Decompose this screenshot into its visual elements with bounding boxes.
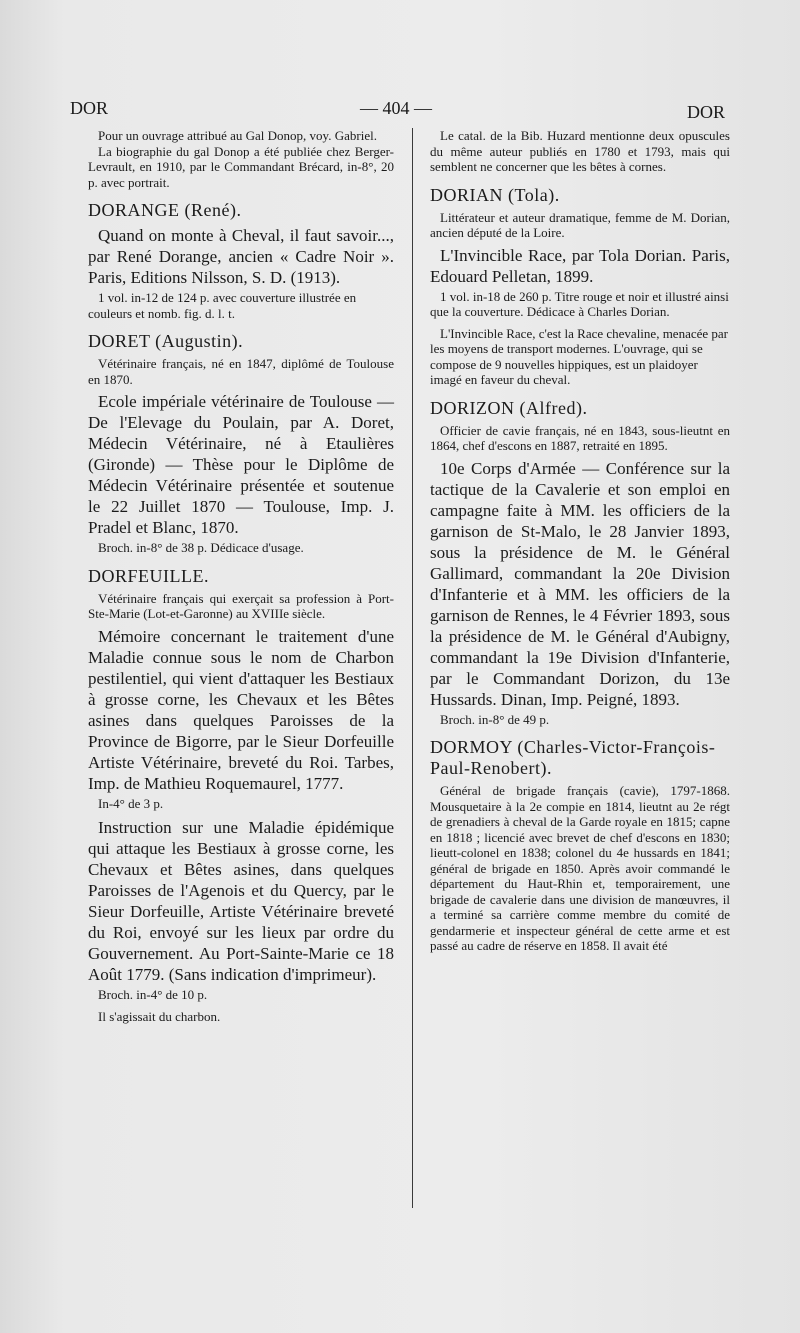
right-column-note-2: Littérateur et auteur dramatique, femme de M. Dorian, ancien député de la Loire. — [430, 209, 730, 240]
left-column-coll-14: Broch. in-4° de 10 p. — [98, 987, 208, 1002]
running-header — [70, 98, 725, 124]
left-column-note-0: Pour un ouvrage attribué au Gal Donop, voy. Gabriel. — [98, 128, 377, 143]
right-column-note-11: Général de brigade français (cavie), 1797-1868. Mousquetaire à la 2e compie en 1814, lieutnt au 2e régt de grenadiers à cheval de la Garde royale en 1815; capne en 1818 ; licencié avec brevet de chef d'escons en 1830; lieutt-colonel en 1838; colonel du 4e hussards en 1841; général de brigade en 1850. Après avoir commandé le département du Haut-Rhin et, temporairement, une brigade de cavalerie dans une division de manœuvres, il a terminé sa carrière comme membre du comité de gendarmerie et inspecteur général de cette arme et est passé au cadre de réserve en 1858. Il avait été — [430, 783, 730, 953]
right-column-coll-4: 1 vol. in-18 de 260 p. Titre rouge et noir et illustré ainsi que la couverture. Dédicace à Charles Dorian. — [430, 288, 729, 319]
right-column-coll-5: L'Invincible Race, c'est la Race chevaline, menacée par les moyens de transport modernes. L'ouvrage, qui se compose de 9 nouvelles hippiques, est un plaidoyer imagé en faveur du cheval. — [430, 325, 728, 387]
header-right: DOR — [686, 102, 725, 122]
left-column-title-5: DORET (Augustin). — [88, 331, 244, 351]
right-column-title-10: DORMOY (Charles-Victor-François-Paul-Renobert). — [430, 737, 716, 778]
left-column-coll-8: Broch. in-8° de 38 p. Dédicace d'usage. — [98, 540, 304, 555]
right-column-title-1: DORIAN (Tola). — [430, 184, 560, 205]
right-column-title-6: DORIZON (Alfred). — [430, 397, 588, 418]
right-column-coll-9: Broch. in-8° de 49 p. — [440, 711, 550, 727]
column-divider — [412, 128, 413, 1208]
left-column-coll-4: 1 vol. in-12 de 124 p. avec couverture illustrée en couleurs et nomb. fig. d. l. t. — [88, 290, 357, 321]
left-column-work-3: Quand on monte à Cheval, il faut savoir..., par René Dorange, ancien « Cadre Noir ». Paris, Editions Nilsson, S. D. (1913). — [88, 226, 394, 287]
left-column-note-10: Vétérinaire français qui exerçait sa profession à Port-Ste-Marie (Lot-et-Garonne) au XVIIIe siècle. — [88, 590, 394, 621]
right-column-work-3: L'Invincible Race, par Tola Dorian. Paris, Edouard Pelletan, 1899. — [430, 245, 730, 286]
left-column-work-7: Ecole impériale vétérinaire de Toulouse — De l'Elevage du Poulain, par A. Doret, Médecin Vétérinaire, né à Etaulières (Gironde) — Thèse pour le Diplôme de Médecin Vétérinaire présentée et soutenue le 22 Juillet 1870 — Toulouse, Imp. J. Pradel et Blanc, 1870. — [88, 392, 394, 537]
left-column-coll-15: Il s'agissait du charbon. — [98, 1008, 221, 1024]
page-number: — 404 — — [360, 98, 432, 118]
left-column-title-9: DORFEUILLE. — [88, 565, 209, 586]
right-column — [430, 128, 730, 954]
left-column-work-11: Mémoire concernant le traitement d'une Maladie connue sous le nom de Charbon pestilentiel, qui vient d'attaquer les Bestiaux à grosse corne, les Chevaux et les Bêtes asines dans quelques Paroisses de la Province de Bigorre, par le Sieur Dorfeuille Artiste Vétérinaire, breveté du Roi. Tarbes, Imp. de Mathieu Roquemaurel, 1777. — [88, 626, 394, 793]
left-column-note-1: La biographie du gal Donop a été publiée chez Berger-Levrault, en 1910, par le Commandant Brécard, in-8°, 20 p. avec portrait. — [88, 143, 394, 190]
left-column-note-6: Vétérinaire français, né en 1847, diplômé de Toulouse en 1870. — [88, 356, 394, 387]
left-column — [88, 128, 394, 1030]
left-column-work-13: Instruction sur une Maladie épidémique qui attaque les Bestiaux à grosse corne, les Chevaux et Bêtes asines, dans quelques Paroisses de l'Agenois et du Quercy, par le Sieur Dorfeuille, Artiste Vétérinaire breveté du Roi, envoyé sur les lieux par ordre du Gouvernement. Au Port-Sainte-Marie ce 18 Août 1779. (Sans indication d'imprimeur). — [88, 818, 394, 984]
header-left: DOR — [70, 98, 109, 118]
right-column-work-8: 10e Corps d'Armée — Conférence sur la tactique de la Cavalerie et son emploi en campagne faite à MM. les officiers de la garnison de St-Malo, le 28 Janvier 1893, sous la présidence de M. le Général Gallimard, commandant la 20e Division d'Infanterie et à MM. les officiers de la garnison de Rennes, le 4 Février 1893, sous la présidence de M. le Général d'Aubigny, commandant la 19e Division d'Infanterie, par le Commandant Dorizon, du 13e Hussards. Dinan, Imp. Peigné, 1893. — [430, 458, 730, 709]
left-column-title-2: DORANGE (René). — [88, 200, 242, 220]
right-column-note-0: Le catal. de la Bib. Huzard mentionne deux opuscules du même auteur publiés en 1780 et 1793, mais qui semblent ne concerner que les bêtes à cornes. — [430, 128, 730, 174]
right-column-note-7: Officier de cavie français, né en 1843, sous-lieutnt en 1864, chef d'escons en 1887, retraité en 1895. — [430, 422, 730, 453]
left-column-coll-12: In-4° de 3 p. — [98, 795, 164, 811]
